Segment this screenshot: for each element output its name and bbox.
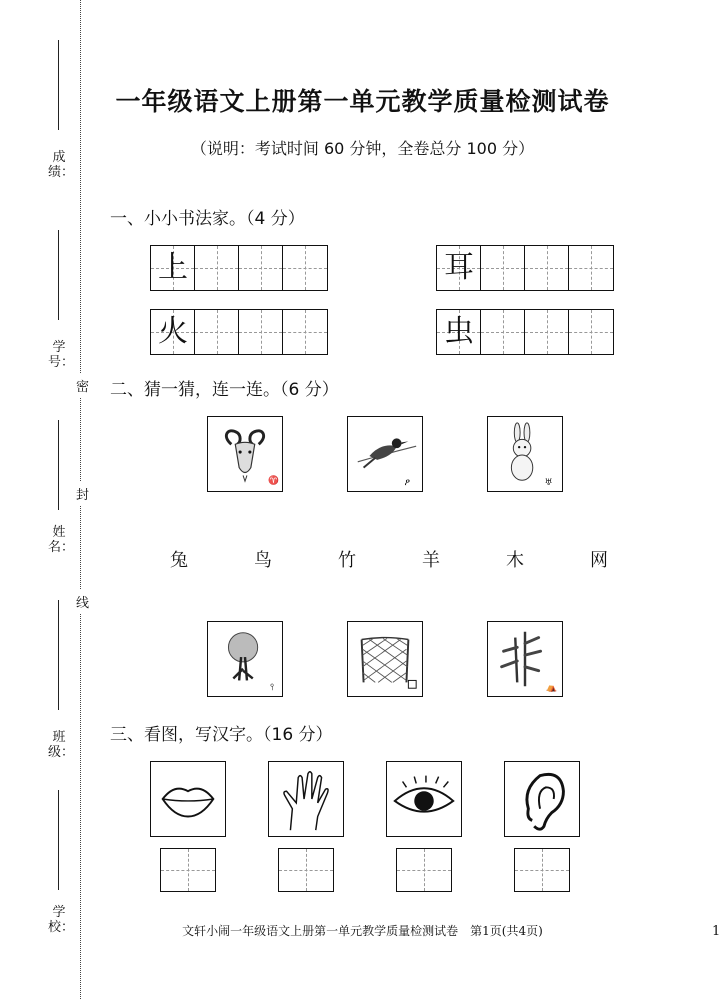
svg-text:♅: ♅ [544, 478, 553, 489]
page-footer: 文轩小闹一年级语文上册第一单元教学质量检测试卷 第1页(共4页) [182, 924, 543, 938]
seal-char-feng: 封 [76, 482, 89, 505]
writing-cell[interactable] [569, 246, 613, 290]
sheep-icon[interactable] [207, 416, 283, 492]
page-title: 一年级语文上册第一单元教学质量检测试卷 [115, 87, 610, 116]
answer-box-ear[interactable] [514, 848, 570, 892]
name-line [58, 420, 59, 510]
writing-cell[interactable] [283, 246, 327, 290]
seal-char-mi: 密 [76, 374, 89, 397]
class-line [58, 600, 59, 710]
writing-cell[interactable] [481, 246, 525, 290]
answer-box-eye[interactable] [396, 848, 452, 892]
svg-text:♈: ♈ [268, 476, 280, 487]
model-character: 虫 [444, 314, 474, 349]
hand-icon [268, 761, 344, 837]
model-character: 火 [158, 314, 188, 349]
net-icon[interactable] [347, 621, 423, 697]
writing-cell[interactable] [569, 310, 613, 354]
writing-cell[interactable] [239, 310, 283, 354]
writing-cell[interactable] [239, 246, 283, 290]
word-option[interactable]: 竹 [338, 550, 356, 571]
writing-grid-er[interactable] [436, 245, 614, 291]
answer-box-mouth[interactable] [160, 848, 216, 892]
writing-grid-chong[interactable] [436, 309, 614, 355]
model-character: 上 [158, 250, 188, 285]
svg-text:⫯: ⫯ [270, 683, 275, 694]
section3-heading: 三、看图，写汉字。（16 分） [110, 725, 333, 745]
writing-cell[interactable] [481, 310, 525, 354]
writing-cell[interactable] [525, 246, 569, 290]
exam-instructions: （说明：考试时间 60 分钟，全卷总分 100 分） [190, 139, 535, 158]
svg-text:ዖ: ዖ [404, 477, 411, 489]
bamboo-icon[interactable] [487, 621, 563, 697]
word-option[interactable]: 木 [506, 550, 524, 571]
school-line [58, 790, 59, 890]
student-no-label: 学号： [48, 340, 75, 370]
mouth-icon [150, 761, 226, 837]
word-option[interactable]: 鸟 [254, 550, 272, 571]
word-option[interactable]: 网 [590, 550, 608, 571]
word-option[interactable]: 兔 [170, 550, 188, 571]
svg-text:⛺: ⛺ [546, 683, 558, 694]
rabbit-icon[interactable] [487, 416, 563, 492]
name-label: 姓名： [48, 525, 75, 555]
writing-grid-huo[interactable] [150, 309, 328, 355]
bird-icon[interactable] [347, 416, 423, 492]
section2-heading: 二、猜一猜，连一连。（6 分） [110, 380, 339, 400]
writing-cell[interactable] [195, 310, 239, 354]
student-no-line [58, 230, 59, 320]
score-label: 成绩： [48, 150, 75, 180]
model-character: 耳 [444, 250, 474, 285]
ear-icon [504, 761, 580, 837]
writing-grid-shang[interactable] [150, 245, 328, 291]
page-number: 1 [712, 924, 721, 939]
section1-heading: 一、小小书法家。（4 分） [110, 209, 305, 229]
seal-char-xian: 线 [76, 590, 89, 613]
answer-box-hand[interactable] [278, 848, 334, 892]
word-option[interactable]: 羊 [422, 550, 440, 571]
tree-icon[interactable] [207, 621, 283, 697]
writing-cell[interactable] [283, 310, 327, 354]
eye-icon [386, 761, 462, 837]
writing-cell[interactable] [525, 310, 569, 354]
school-label: 学校： [48, 905, 75, 935]
writing-cell[interactable] [195, 246, 239, 290]
class-label: 班级： [48, 730, 75, 760]
